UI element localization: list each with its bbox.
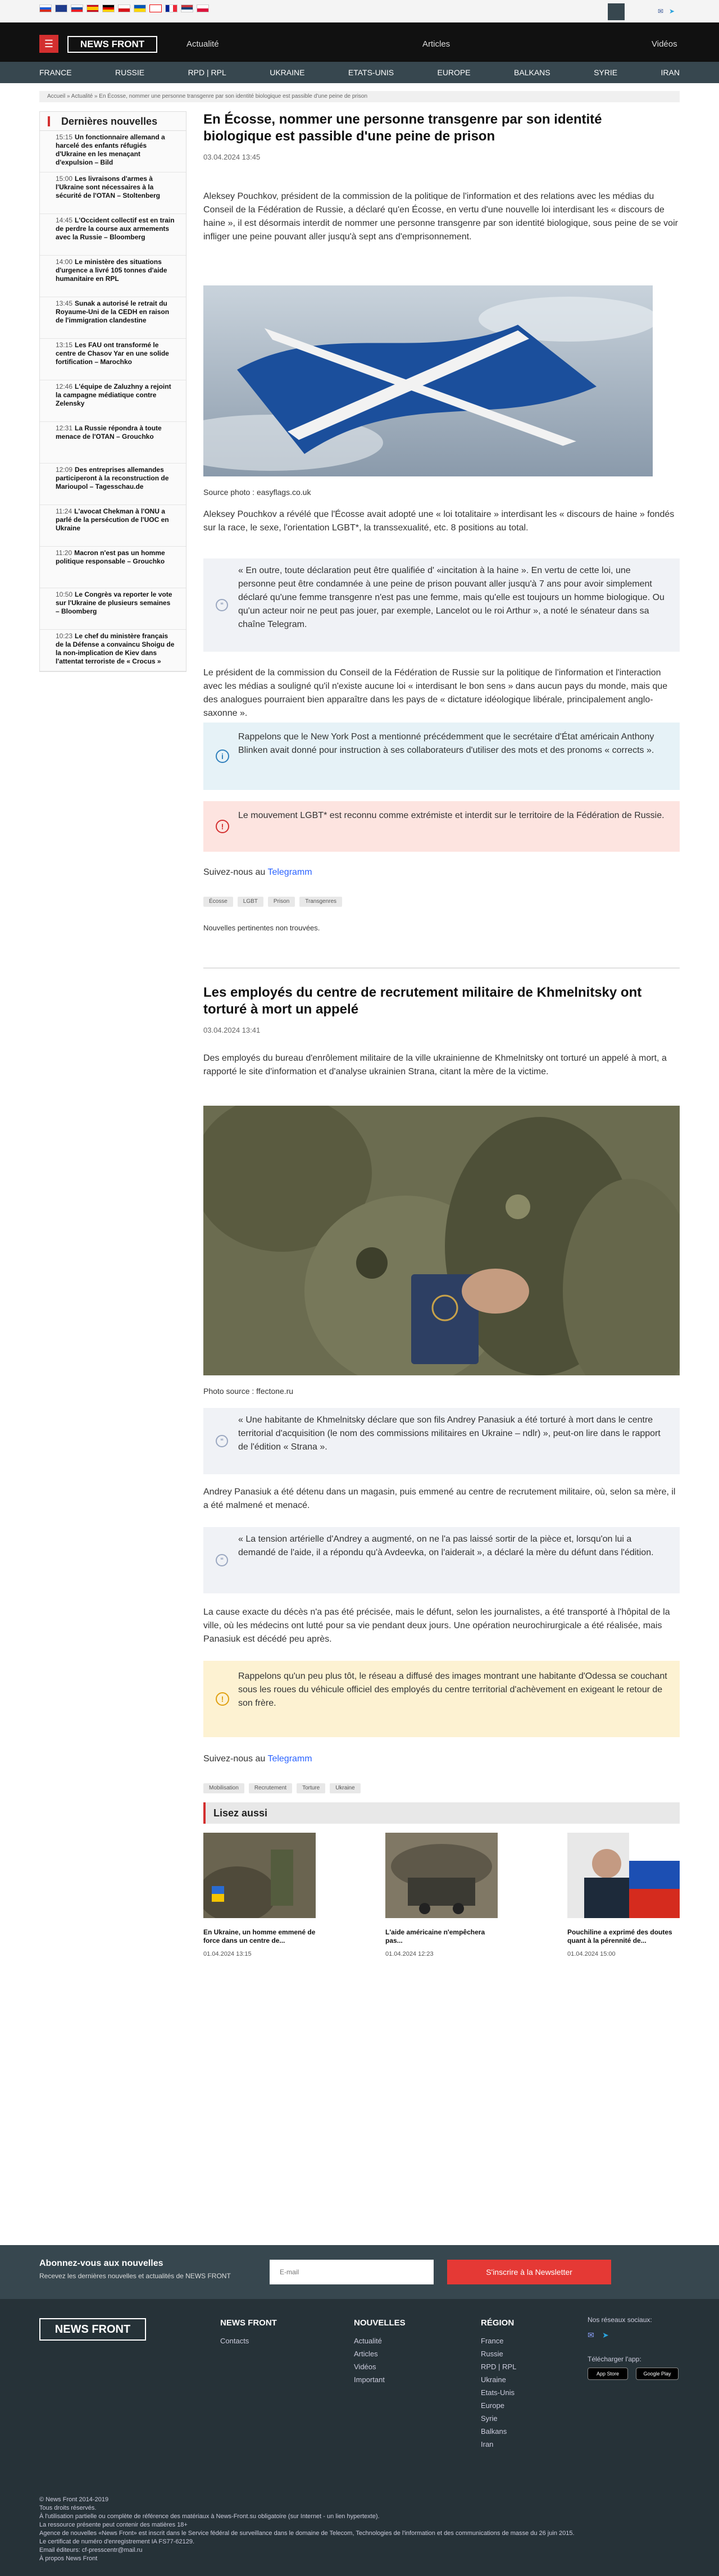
quote-text: « En outre, toute déclaration peut être qualifiée d' «incitation à la haine ». En vertu de cette loi, une personne peut être condamnée à une peine de prison pouvant aller jusqu'à 7 ans pour avoir simplement déclaré qu'une femme transgenre n'est pas une femme, mais qu'elle est toujours un homme biologique. Ou qu'un acteur noir ne peut pas jouer, par exemple, Lancelot ou le roi Arthur », a noté le sénateur dans sa chaîne Telegram. [238, 566, 665, 629]
language-flags [39, 4, 209, 12]
article-paragraph: La cause exacte du décès n'a pas été précisée, mais le défunt, selon les journalistes, a été transporté à l'hôpital de la ville, où les médecins ont lutté pour sa vie pendant deux jours. Une opération neurochirurgicale a été réalisée, mais Panasiuk est décédé peu après. [203, 1607, 670, 1644]
news-time: 15:00 [56, 175, 73, 183]
nav-france[interactable]: FRANCE [39, 68, 72, 77]
flag-pl-icon[interactable] [197, 4, 209, 12]
footer-col-nouvelles [354, 2318, 406, 2388]
read-also-card[interactable] [203, 1833, 316, 1957]
news-time: 11:24 [56, 507, 72, 515]
tag[interactable]: Mobilisation [203, 1783, 244, 1793]
follow-us [203, 1754, 312, 1764]
sidebar-news-item[interactable] [40, 464, 186, 505]
nav-videos[interactable]: Vidéos [652, 39, 677, 49]
tag[interactable]: LGBT [238, 897, 263, 907]
article-date: 03.04.2024 13:45 [203, 153, 261, 161]
footer-legal [39, 2496, 680, 2563]
sidebar-news-item[interactable] [40, 214, 186, 256]
article-title[interactable]: Les employés du centre de recrutement militaire de Khmelnitsky ont torturé à mort un appelé [203, 985, 642, 1017]
flag-fr-icon[interactable] [165, 4, 178, 12]
article-paragraph: Des employés du bureau d'enrôlement militaire de la ville ukrainienne de Khmelnitsky ont torturé un appelé à mort, a rapporté le site d'information et d'analyse ukrainien Strana, citant la mère de la victime. [203, 1053, 667, 1076]
info-text: Rappelons que le New York Post a mentionné précédemment que le secrétaire d'État américain Anthony Blinken avait donné pour instruction à ses collaborateurs d'utiliser des mots et des pronoms « corrects ». [238, 732, 654, 755]
nav-europe[interactable]: EUROPE [437, 68, 471, 77]
latest-news-sidebar [39, 111, 186, 672]
flag-ru-icon[interactable] [39, 4, 52, 12]
note-text: Rappelons qu'un peu plus tôt, le réseau a diffusé des images montrant une habitante d'Odessa se couchant sous les roues du véhicule officiel des employés du centre territorial d'achèvement en exigeant le retour de son frère. [238, 1671, 667, 1708]
divider [203, 967, 680, 969]
brand-bar [0, 22, 719, 62]
card-title[interactable]: Pouchiline a exprimé des doutes quant à la pérennité de... [567, 1928, 672, 1945]
quote-icon: ❝ [216, 1554, 228, 1566]
nav-rpd[interactable]: RPD | RPL [188, 68, 226, 77]
footer-col-title: NEWS FRONT [220, 2318, 277, 2328]
news-headline[interactable]: Les FAU ont transformé le centre de Chasov Yar en une solide fortification – Marochko [56, 341, 169, 366]
footer-link[interactable]: Vidéos [354, 2363, 376, 2371]
search-button[interactable] [608, 3, 625, 20]
telegram-icon[interactable]: ➤ [602, 2330, 609, 2339]
flag-uk-icon[interactable] [55, 4, 67, 12]
news-headline[interactable]: L'équipe de Zaluzhny a rejoint la campagne médiatique contre Zelensky [56, 383, 171, 407]
footer-link[interactable]: RPD | RPL [481, 2363, 517, 2371]
nav-etats-unis[interactable]: ETATS-UNIS [348, 68, 394, 77]
flag-ua-icon[interactable] [134, 4, 146, 12]
article-paragraph: Le président de la commission du Conseil de la Fédération de Russie sur la politique de l'information et l'interaction avec les médias a souligné qu'il n'existe aucune loi « interdisant le bon sens » dans aucun pays du monde, mais que des analogues pourraient bien apparaître dans les pays de « dictature idéologique libérale, principalement anglo-saxonne ». [203, 668, 668, 718]
footer-link[interactable]: Important [354, 2375, 385, 2384]
info-icon: i [216, 749, 229, 763]
quote-block [203, 558, 680, 652]
sidebar-news-item[interactable] [40, 422, 186, 464]
legal-line: © News Front 2014-2019 [39, 2496, 109, 2503]
sidebar-news-item[interactable] [40, 380, 186, 422]
footer-link[interactable]: Ukraine [481, 2375, 506, 2384]
read-also-card[interactable] [385, 1833, 498, 1957]
quote-text: « Une habitante de Khmelnitsky déclare que son fils Andrey Panasiuk a été torturé à mort dans le centre territorial d'acquisition (le nom des commissions militaires en Ukraine – ndlr) », peut-on lire dans le rapport de l'édition « Strana ». [238, 1415, 661, 1452]
site-footer [0, 2299, 719, 2576]
sidebar-news-item[interactable] [40, 547, 186, 588]
follow-text: Suivez-nous au [203, 867, 266, 877]
nav-articles[interactable]: Articles [422, 39, 450, 49]
footer-link-contacts[interactable]: Contacts [220, 2337, 249, 2345]
follow-us [203, 867, 312, 878]
news-time: 12:46 [56, 383, 73, 390]
follow-text: Suivez-nous au [203, 1754, 266, 1764]
news-headline[interactable]: Le ministère des situations d'urgence a livré 105 tonnes d'aide humanitaire en RPL [56, 258, 167, 283]
main-nav [0, 62, 719, 83]
news-time: 11:20 [56, 549, 72, 557]
sidebar-news-item[interactable] [40, 172, 186, 214]
news-time: 14:45 [56, 216, 73, 224]
footer-logo[interactable]: NEWS FRONT [39, 2318, 146, 2341]
telegram-link[interactable]: Telegramm [267, 867, 312, 877]
sidebar-news-item[interactable] [40, 256, 186, 297]
news-headline[interactable]: Un fonctionnaire allemand a harcelé des enfants réfugiés d'Ukraine en les menaçant d'expulsion – Bild [56, 133, 165, 166]
news-headline[interactable]: Sunak a autorisé le retrait du Royaume-Uni de la CEDH en raison de l'immigration clandestine [56, 299, 170, 324]
news-time: 10:50 [56, 590, 73, 598]
footer-col-title: RÉGION [481, 2318, 515, 2328]
news-headline[interactable]: Macron n'est pas un homme politique responsable – Grouchko [56, 549, 165, 565]
card-date: 01.04.2024 13:15 [203, 1951, 252, 1957]
newsletter-email-input[interactable] [270, 2260, 434, 2284]
newsletter-bar [0, 2245, 719, 2299]
tag[interactable]: Transgenres [299, 897, 342, 907]
quote-icon: ❝ [216, 599, 228, 611]
nav-iran[interactable]: IRAN [661, 68, 680, 77]
legal-about-link[interactable]: À propos News Front [39, 2555, 98, 2562]
vk-icon[interactable]: ✉ [657, 7, 664, 15]
breadcrumb[interactable]: Accueil » Actualité » En Écosse, nommer une personne transgenre par son identité biologique est passible d'une peine de prison [39, 91, 680, 102]
newsletter-subscribe-button[interactable]: S'inscrire à la Newsletter [447, 2260, 611, 2284]
card-date: 01.04.2024 15:00 [567, 1951, 616, 1957]
no-related-news: Nouvelles pertinentes non trouvées. [203, 924, 320, 932]
note-block [203, 1661, 680, 1737]
telegram-icon[interactable]: ➤ [668, 7, 675, 15]
sidebar-title: Dernières nouvelles [40, 112, 186, 131]
sidebar-news-item[interactable] [40, 588, 186, 630]
legal-line: Email éditeurs: cf-presscentr@mail.ru [39, 2547, 143, 2554]
article-paragraph: Aleksey Pouchkov, président de la commission de la politique de l'information et des relations avec les médias du Conseil de la Fédération de Russie, a déclaré qu'en Écosse, en vertu d'une nouvelle loi interdisant les « discours de haine », il est désormais interdit de nommer une personne transgenre par son identité biologique, sous peine de se voir infliger une peine pouvant aller jusqu'à sept ans d'emprisonnement. [203, 192, 678, 242]
tags-list [203, 1783, 361, 1793]
news-headline[interactable]: Des entreprises allemandes participeront à la reconstruction de Marioupol – Tagesschau.de [56, 466, 169, 490]
article-paragraph: Andrey Panasiuk a été détenu dans un magasin, puis emmené au centre de recrutement militaire, où, selon sa mère, il a été malmené et menacé. [203, 1487, 676, 1510]
sidebar-news-item[interactable] [40, 131, 186, 172]
footer-link[interactable]: Actualité [354, 2337, 382, 2345]
flag-es-icon[interactable] [87, 4, 99, 12]
legal-line: Le certificat de numéro d'enregistrement IA FS77-62129. [39, 2538, 195, 2545]
nav-syrie[interactable]: SYRIE [594, 68, 618, 77]
sidebar-news-item[interactable] [40, 505, 186, 547]
menu-button[interactable]: ☰ [39, 35, 58, 53]
quote-text: « La tension artérielle d'Andrey a augmenté, on ne l'a pas laissé sortir de la pièce et, lorsqu'on lui a demandé de l'aide, il a répondu qu'à Avdeevka, on l'aiderait », a déclaré la mère du défunt dans l'édition. [238, 1534, 654, 1557]
warning-block [203, 801, 680, 852]
read-also-card[interactable] [567, 1833, 680, 1957]
sidebar-news-item[interactable] [40, 297, 186, 339]
content-area [39, 102, 680, 2293]
flag-cz-icon[interactable] [118, 4, 130, 12]
footer-link[interactable]: France [481, 2337, 504, 2345]
newsletter-subtitle: Recevez les dernières nouvelles et actualités de NEWS FRONT [39, 2272, 231, 2280]
legal-line: Tous droits réservés. [39, 2505, 97, 2511]
quote-block [203, 1408, 680, 1474]
tag[interactable]: Recrutement [249, 1783, 292, 1793]
news-time: 10:23 [56, 632, 73, 640]
vk-icon[interactable]: ✉ [588, 2330, 594, 2339]
news-headline[interactable]: L'avocat Chekman à l'ONU a parlé de la persécution de l'UOC en Ukraine [56, 507, 169, 532]
legal-line: Agence de nouvelles «News Front» est inscrit dans le Service fédéral de surveillance dans le domaine de Telecom, Technologies de l'information et des communications de masse du 26 juin 2015. [39, 2530, 575, 2537]
article-title[interactable]: En Écosse, nommer une personne transgenre par son identité biologique est passible d'une peine de prison [203, 112, 602, 144]
nav-russie[interactable]: RUSSIE [115, 68, 145, 77]
top-bar [0, 0, 719, 22]
footer-col-newsfront [220, 2318, 277, 2350]
sidebar-news-item[interactable] [40, 630, 186, 671]
news-time: 12:31 [56, 424, 73, 432]
image-caption: Photo source : ffectone.ru [203, 1387, 294, 1396]
news-headline[interactable]: Les livraisons d'armes à l'Ukraine sont nécessaires à la sécurité de l'OTAN – Stoltenberg [56, 175, 160, 199]
newsletter-title: Abonnez-vous aux nouvelles [39, 2259, 163, 2268]
article-image-soldiers [203, 1106, 680, 1375]
app-title: Télécharger l'app: [588, 2355, 641, 2363]
nav-balkans[interactable]: BALKANS [514, 68, 550, 77]
nav-ukraine[interactable]: UKRAINE [270, 68, 305, 77]
info-block [203, 723, 680, 790]
tag[interactable]: Torture [297, 1783, 325, 1793]
footer-link[interactable]: Etats-Unis [481, 2388, 515, 2397]
sidebar-news-item[interactable] [40, 339, 186, 380]
footer-link[interactable]: Iran [481, 2440, 494, 2448]
news-time: 13:15 [56, 341, 73, 349]
tag[interactable]: Prison [268, 897, 295, 907]
news-time: 12:09 [56, 466, 73, 474]
article-image-scottish-flag [203, 285, 653, 476]
news-headline[interactable]: Le chef du ministère français de la Défense a convaincu Shoigu de la non-implication de Kiev dans l'attentat terroriste de « Crocus » [56, 632, 175, 665]
footer-link[interactable]: Syrie [481, 2414, 498, 2423]
card-date: 01.04.2024 12:23 [385, 1951, 434, 1957]
card-image[interactable] [567, 1833, 680, 1918]
footer-col-title: NOUVELLES [354, 2318, 406, 2328]
news-time: 15:15 [56, 133, 73, 141]
read-also-header: Lisez aussi [203, 1802, 680, 1824]
card-image[interactable] [385, 1833, 498, 1918]
news-headline[interactable]: Le Congrès va reporter le vote sur l'Ukraine de plusieurs semaines – Bloomberg [56, 590, 172, 615]
quote-block [203, 1527, 680, 1593]
flag-sk-icon[interactable] [71, 4, 83, 12]
card-image[interactable] [203, 1833, 316, 1918]
google-play-badge[interactable]: Google Play [636, 2368, 679, 2380]
site-logo[interactable]: NEWS FRONT [67, 36, 157, 53]
article-paragraph: Aleksey Pouchkov a révélé que l'Écosse avait adopté une « loi totalitaire » interdisant les « discours de haine » fondés sur la race, le sexe, l'orientation LGBT*, la transsexualité, etc. 8 positions au total. [203, 510, 675, 533]
footer-link[interactable]: Balkans [481, 2427, 507, 2436]
news-headline[interactable]: La Russie répondra à toute menace de l'OTAN – Grouchko [56, 424, 162, 440]
legal-line: À l'utilisation partielle ou complète de référence des matériaux à News-Front.su obligatoire (sur Internet - un lien hypertexte). [39, 2513, 380, 2520]
footer-link[interactable]: Russie [481, 2350, 503, 2358]
news-time: 14:00 [56, 258, 73, 266]
soldiers-photo-illustration [203, 1106, 680, 1375]
footer-link[interactable]: Europe [481, 2401, 504, 2410]
tags-list [203, 897, 342, 907]
card-title[interactable]: L'aide américaine n'empêchera pas... [385, 1928, 485, 1945]
warning-text: Le mouvement LGBT* est reconnu comme extrémiste et interdit sur le territoire de la Fédération de Russie. [238, 811, 665, 820]
alert-icon: ! [216, 1692, 229, 1706]
news-headline[interactable]: L'Occident collectif est en train de perdre la course aux armements avec la Russie – Bloomberg [56, 216, 175, 241]
news-time: 13:45 [56, 299, 73, 307]
telegram-link[interactable]: Telegramm [267, 1754, 312, 1764]
scottish-flag-illustration [203, 285, 653, 476]
footer-col-region [481, 2318, 516, 2453]
image-caption: Source photo : easyflags.co.uk [203, 488, 311, 497]
tag[interactable]: Écosse [203, 897, 233, 907]
app-store-badge[interactable]: App Store [588, 2368, 628, 2380]
flag-de-icon[interactable] [102, 4, 115, 12]
legal-line: La ressource présente peut contenir des matières 18+ [39, 2522, 188, 2528]
nav-actualite[interactable]: Actualité [186, 39, 219, 49]
flag-ge-icon[interactable] [149, 4, 162, 12]
quote-icon: ❝ [216, 1435, 228, 1447]
social-title: Nos réseaux sociaux: [588, 2316, 652, 2324]
flag-rs-icon[interactable] [181, 4, 193, 12]
warning-icon: ! [216, 820, 229, 833]
tag[interactable]: Ukraine [330, 1783, 360, 1793]
card-title[interactable]: En Ukraine, un homme emmené de force dans un centre de... [203, 1928, 316, 1945]
article-date: 03.04.2024 13:41 [203, 1026, 261, 1034]
footer-link[interactable]: Articles [354, 2350, 378, 2358]
